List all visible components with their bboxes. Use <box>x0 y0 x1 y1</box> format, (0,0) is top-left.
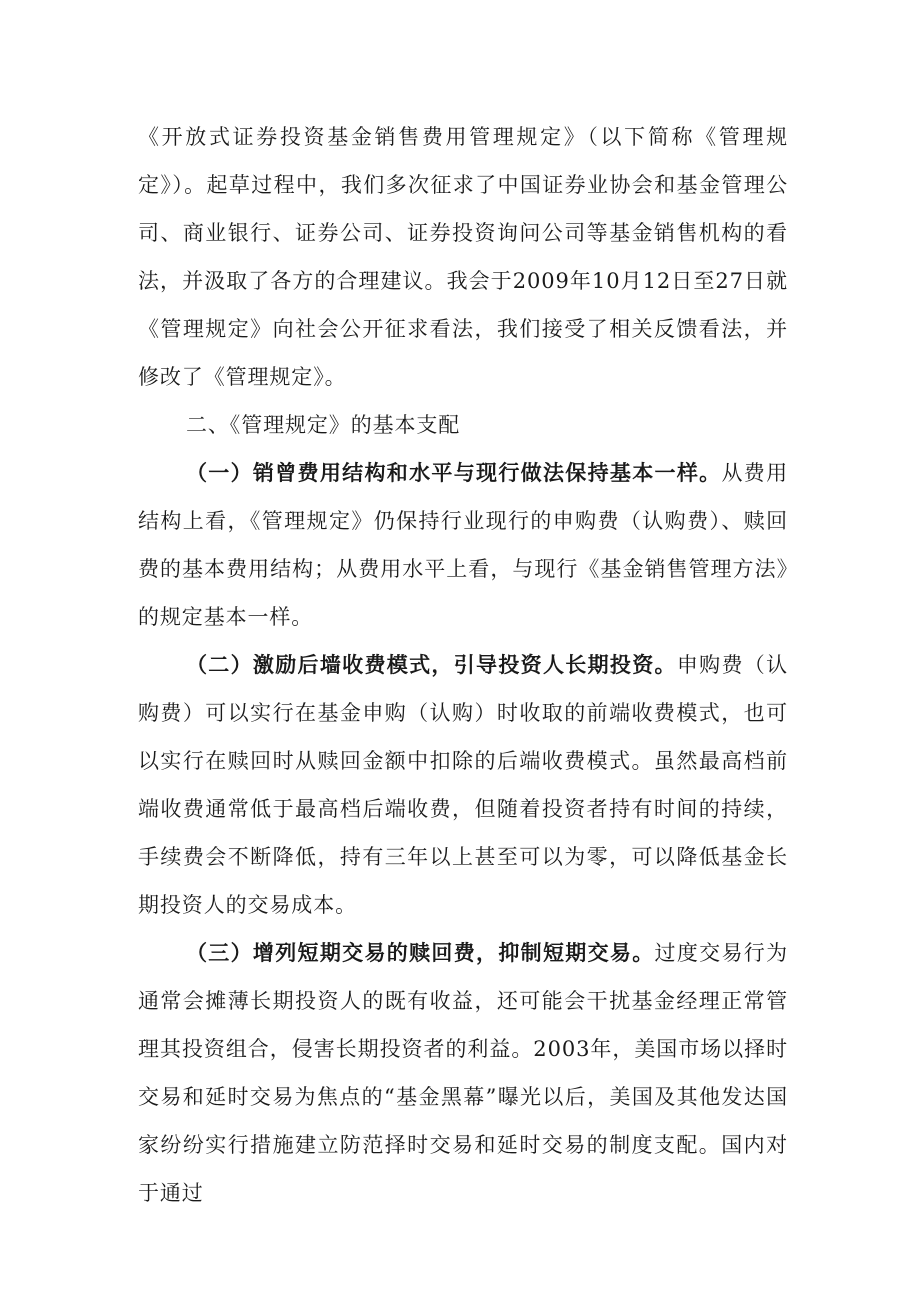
item-2-text: 申购费（认购费）可以实行在基金申购（认购）时收取的前端收费模式，也可以实行在赎回时从赎回金额中扣除的后端收费模式。虽然最高档前端收费通常低于最高档后端收费，但随着投资者持有时间的持续，手续费会不断降低，持有三年以上甚至可以为零，可以降低基金长期投资人的交易成本。 <box>138 653 788 917</box>
document-body <box>138 113 788 1217</box>
item-2-paragraph <box>138 641 788 929</box>
section-heading <box>138 401 788 449</box>
section-heading-text: 二、《管理规定》的基本支配 <box>186 413 461 437</box>
item-1-paragraph <box>138 449 788 641</box>
item-3-text: 过度交易行为通常会摊薄长期投资人的既有收益，还可能会干扰基金经理正常管理其投资组合，侵害长期投资者的利益。2003年，美国市场以择时交易和延时交易为焦点的“基金黑幕”曝光以后，美国及其他发达国家纷纷实行措施建立防范择时交易和延时交易的制度支配。国内对于通过 <box>138 941 788 1205</box>
item-3-paragraph <box>138 929 788 1217</box>
item-1-lead: （一）销曾费用结构和水平与现行做法保持基本一样。 <box>186 461 722 485</box>
item-1-text: 从费用结构上看，《管理规定》仍保持行业现行的申购费（认购费）、赎回费的基本费用结构；从费用水平上看，与现行《基金销售管理方法》的规定基本一样。 <box>138 461 788 629</box>
intro-text: 《开放式证券投资基金销售费用管理规定》（以下简称《管理规定》）。起草过程中，我们多次征求了中国证券业协会和基金管理公司、商业银行、证券公司、证券投资询问公司等基金销售机构的看法，并汲取了各方的合理建议。我会于2009年10月12日至27日就《管理规定》向社会公开征求看法，我们接受了相关反馈看法，并修改了《管理规定》。 <box>138 125 788 389</box>
item-3-lead: （三）增列短期交易的赎回费，抑制短期交易。 <box>186 941 655 965</box>
intro-paragraph <box>138 113 788 401</box>
item-2-lead: （二）激励后墙收费模式，引导投资人长期投资。 <box>186 653 677 677</box>
